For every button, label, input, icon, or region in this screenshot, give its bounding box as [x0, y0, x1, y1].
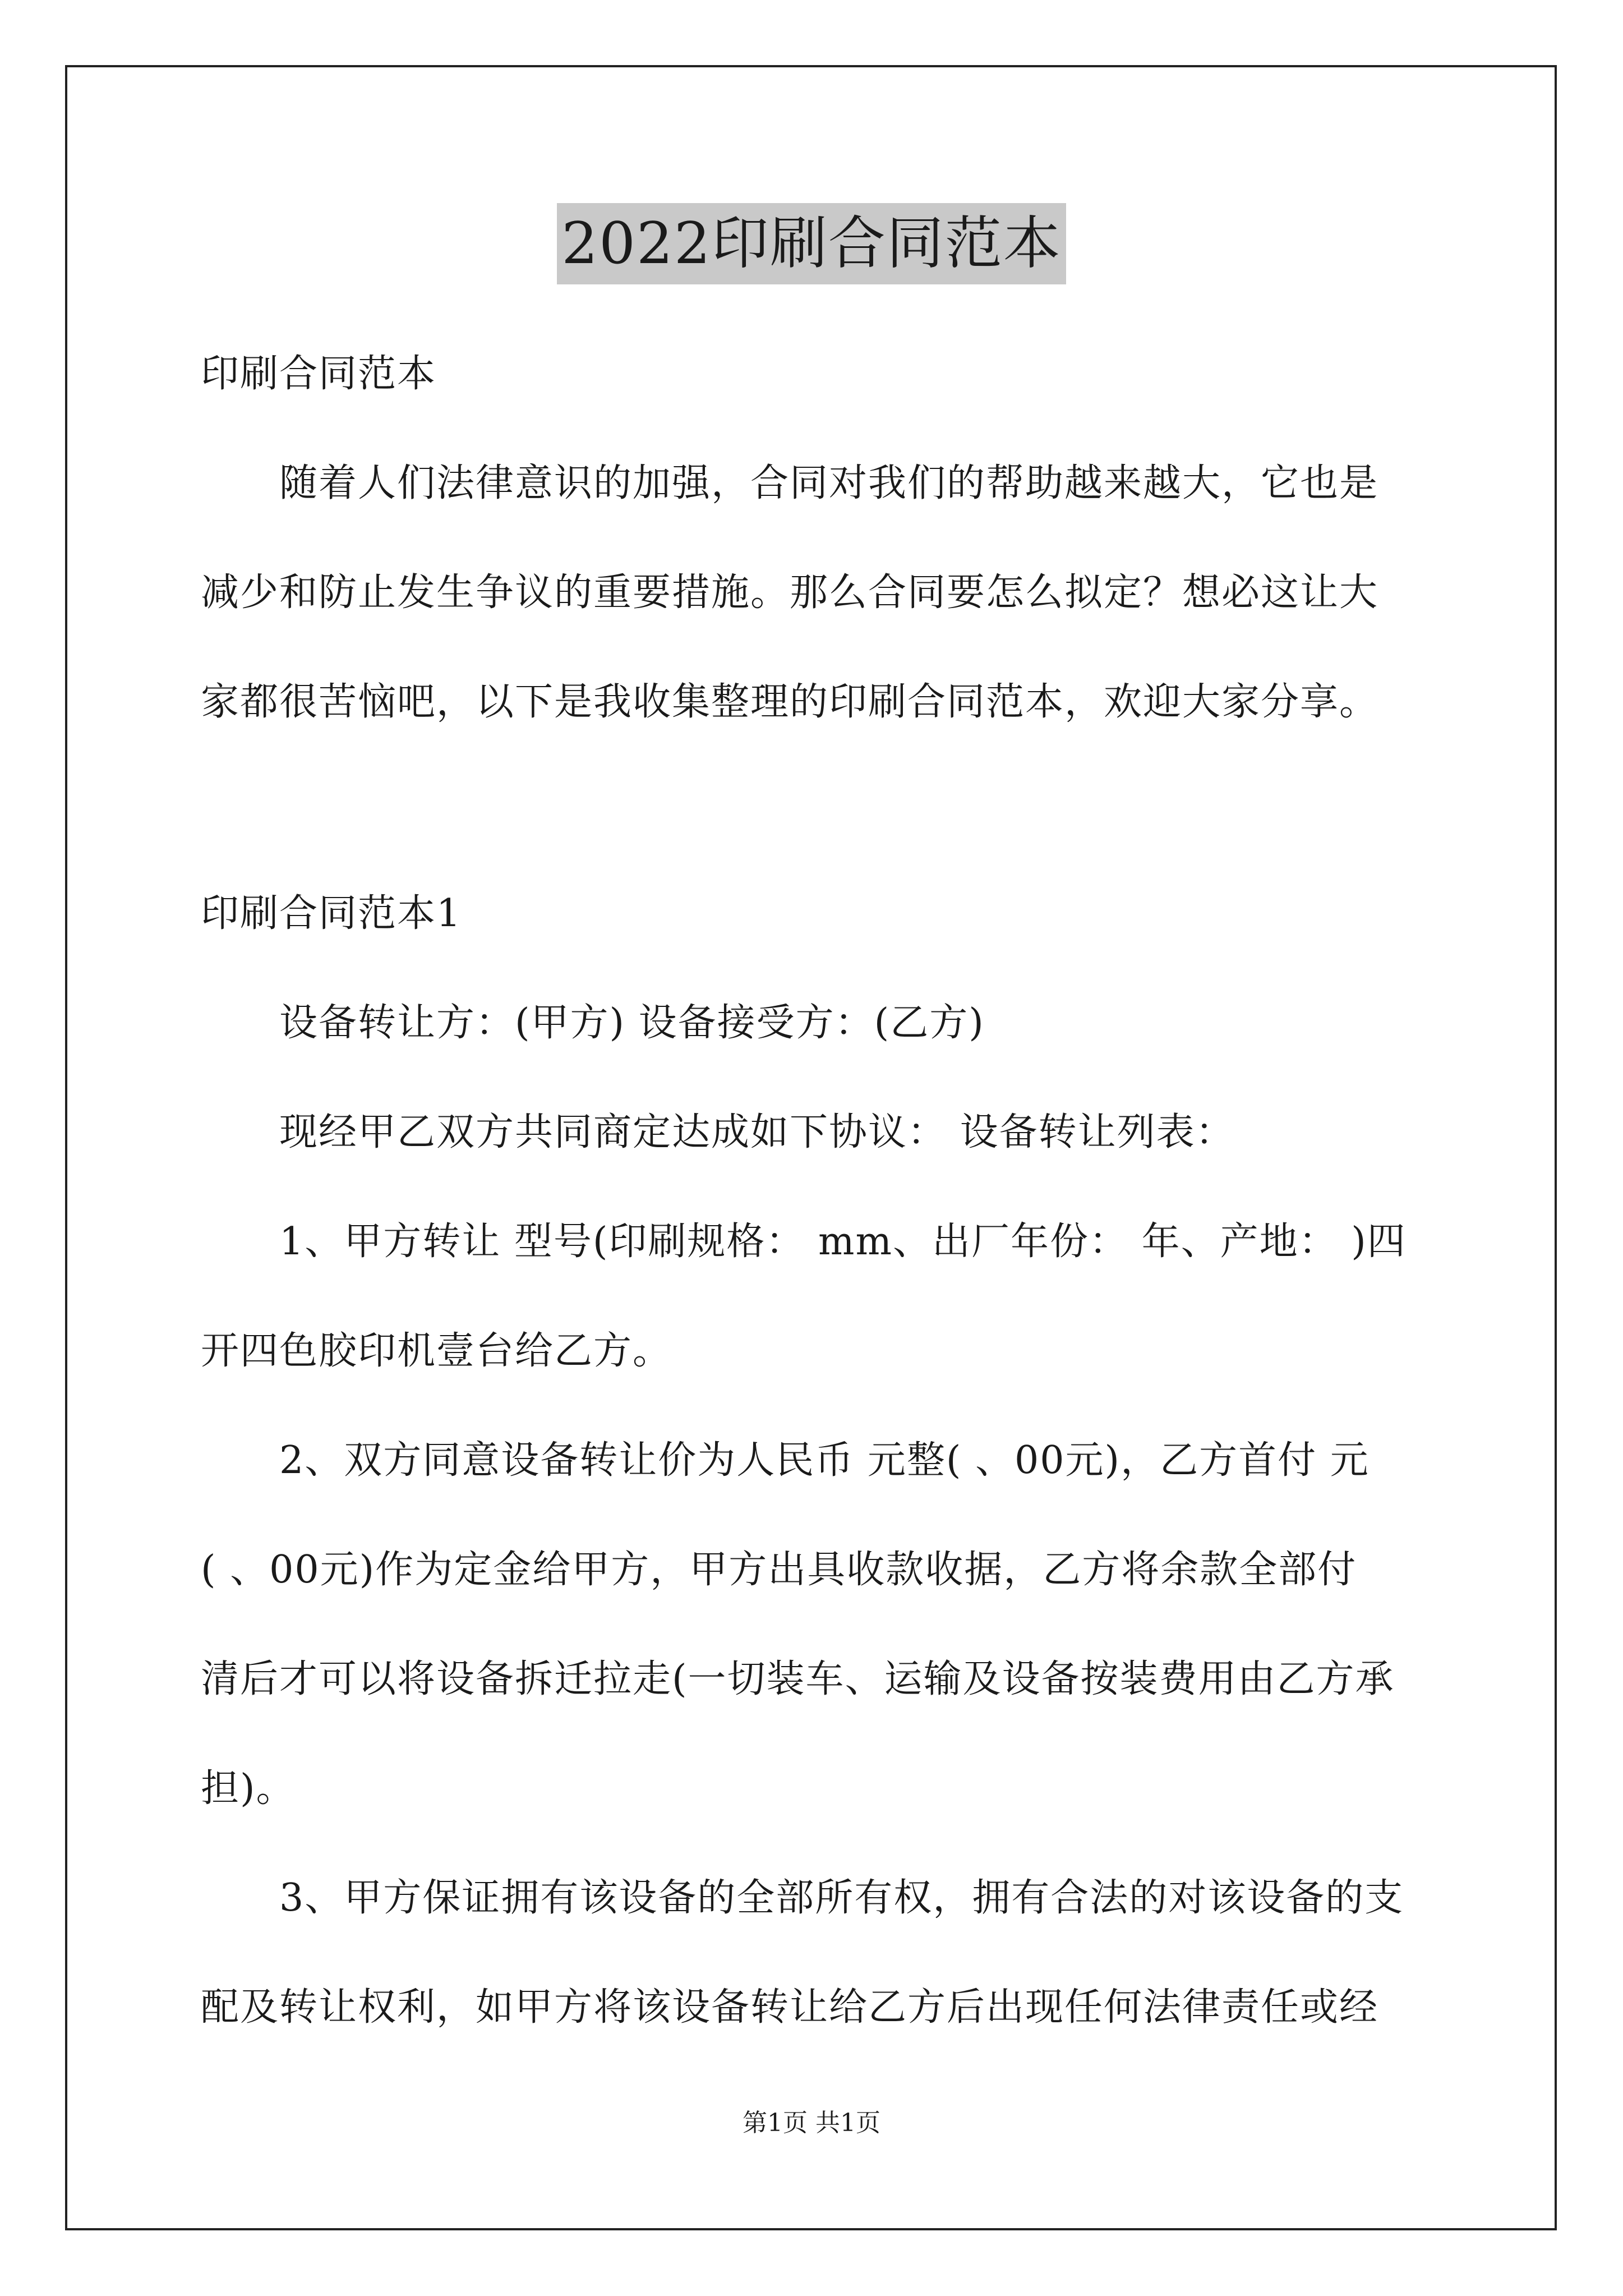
title-container — [0, 203, 1623, 284]
body-line: 印刷合同范本1 — [201, 891, 462, 936]
body-line: 开四色胶印机壹台给乙方。 — [201, 1329, 672, 1373]
document-title: 2022印刷合同范本 — [557, 203, 1066, 284]
body-line: 1、甲方转让 型号(印刷规格： mm、出厂年份： 年、产地： )四 — [279, 1220, 1407, 1264]
body-line: 清后才可以将设备拆迁拉走(一切装车、运输及设备按装费用由乙方承 — [201, 1657, 1395, 1701]
body-line: ( 、00元)作为定金给甲方，甲方出具收款收据，乙方将余款全部付 — [201, 1548, 1357, 1592]
body-line: 2、双方同意设备转让价为人民币 元整( 、00元)，乙方首付 元 — [279, 1438, 1370, 1483]
page-footer: 第1页 共1页 — [743, 2109, 880, 2137]
body-line: 减少和防止发生争议的重要措施。那么合同要怎么拟定？想必这让大 — [201, 570, 1379, 615]
body-line: 家都很苦恼吧，以下是我收集整理的印刷合同范本，欢迎大家分享。 — [201, 680, 1379, 724]
body-line: 现经甲乙双方共同商定达成如下协议： 设备转让列表： — [279, 1110, 1235, 1154]
body-line: 印刷合同范本 — [201, 352, 437, 396]
body-line: 担)。 — [201, 1766, 296, 1811]
body-line: 随着人们法律意识的加强，合同对我们的帮助越来越大，它也是 — [279, 461, 1379, 505]
body-line: 配及转让权利，如甲方将该设备转让给乙方后出现任何法律责任或经 — [201, 1985, 1379, 2030]
body-line: 3、甲方保证拥有该设备的全部所有权，拥有合法的对该设备的支 — [279, 1876, 1404, 1920]
body-line: 设备转让方：(甲方) 设备接受方：(乙方) — [279, 1001, 985, 1045]
